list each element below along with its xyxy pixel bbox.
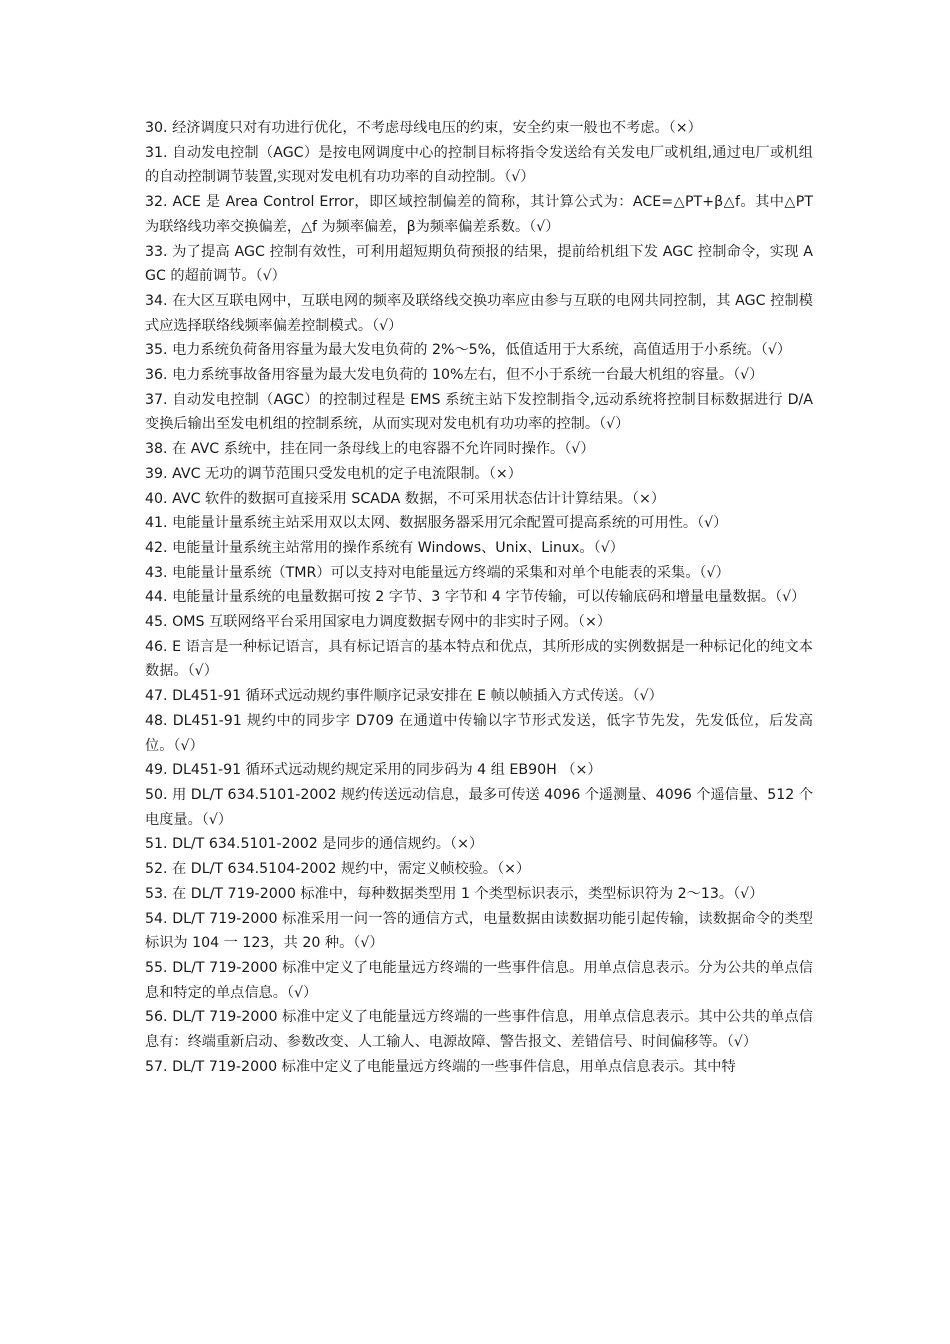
question-30: 30. 经济调度只对有功进行优化，不考虑母线电压的约束，安全约束一般也不考虑。（×） (145, 120, 702, 136)
question-32: 32. ACE 是 Area Control Error，即区域控制偏差的简称，其计算公式为：ACE=△PT+β△f。其中△PT 为联络线功率交换偏差，△f 为频率偏差，β为频率偏差系数。（√） (145, 194, 813, 235)
question-47: 47. DL451-91 循环式远动规约事件顺序记录安排在 E 帧以帧插入方式传送。（√） (145, 688, 663, 705)
question-48: 48. DL451-91 规约中的同步字 D709 在通道中传输以字节形式发送，低字节先发，先发低位，后发高位。（√） (145, 712, 813, 754)
question-36: 36. 电力系统事故备用容量为最大发电负荷的 10%左右，但不小于系统一台最大机组的容量。（√） (145, 367, 764, 384)
question-39: 39. AVC 无功的调节范围只受发电机的定子电流限制。（×） (145, 465, 522, 482)
question-list (145, 116, 813, 1079)
question-57: 57. DL/T 719-2000 标准中定义了电能量远方终端的一些事件信息，用单点信息表示。其中特 (145, 1058, 736, 1075)
question-34: 34. 在大区互联电网中，互联电网的频率及联络线交换功率应由参与互联的电网共同控制，其 AGC 控制模式应选择联络线频率偏差控制模式。（√） (145, 292, 813, 334)
question-44: 44. 电能量计量系统的电量数据可按 2 字节、3 字节和 4 字节传输，可以传输底码和增量电量数据。（√） (145, 589, 806, 606)
question-41: 41. 电能量计量系统主站采用双以太网、数据服务器采用冗余配置可提高系统的可用性。（√） (145, 515, 728, 532)
question-38: 38. 在 AVC 系统中，挂在同一条母线上的电容器不允许同时操作。（√） (145, 441, 595, 458)
question-50: 50. 用 DL/T 634.5101-2002 规约传送远动信息，最多可传送 4096 个遥测量、4096 个遥信量、512 个电度量。（√） (145, 786, 814, 828)
question-46: 46. E 语言是一种标记语言，具有标记语言的基本特点和优点，其所形成的实例数据是一种标记化的纯文本数据。（√） (145, 638, 813, 680)
question-51: 51. DL/T 634.5101-2002 是同步的通信规约。（×） (145, 836, 484, 853)
question-31: 31. 自动发电控制（AGC）是按电网调度中心的控制目标将指令发送给有关发电厂或机组,通过电厂或机组的自动控制调节装置,实现对发电机有功功率的自动控制。（√） (145, 144, 813, 186)
question-55: 55. DL/T 719-2000 标准中定义了电能量远方终端的一些事件信息。用单点信息表示。分为公共的单点信息和特定的单点信息。（√） (145, 959, 813, 1001)
question-49: 49. DL451-91 循环式远动规约规定采用的同步码为 4 组 EB90H （×） (145, 762, 602, 779)
question-37: 37. 自动发电控制（AGC）的控制过程是 EMS 系统主站下发控制指令,远动系统将控制目标数据进行 D/A 变换后输出至发电机组的控制系统，从而实现对发电机有功功率的控制。（√） (145, 391, 813, 433)
question-45: 45. OMS 互联网络平台采用国家电力调度数据专网中的非实时子网。（×） (145, 614, 612, 631)
question-53: 53. 在 DL/T 719-2000 标准中，每种数据类型用 1 个类型标识表示，类型标识符为 2～13。（√） (145, 885, 764, 902)
question-54: 54. DL/T 719-2000 标准采用一问一答的通信方式，电量数据由读数据功能引起传输，读数据命令的类型标识为 104 一 123，共 20 种。（√） (145, 910, 813, 952)
question-56: 56. DL/T 719-2000 标准中定义了电能量远方终端的一些事件信息，用单点信息表示。其中公共的单点信息有：终端重新启动、参数改变、人工输人、电源故障、警告报文、差错信号、时间偏移等。（√） (145, 1009, 813, 1051)
question-35: 35. 电力系统负荷备用容量为最大发电负荷的 2%～5%，低值适用于大系统，高值适用于小系统。（√） (145, 342, 792, 359)
question-40: 40. AVC 软件的数据可直接采用 SCADA 数据，不可采用状态估计计算结果。（×） (145, 490, 666, 507)
question-52: 52. 在 DL/T 634.5104-2002 规约中，需定义帧校验。（×） (145, 861, 531, 878)
question-43: 43. 电能量计量系统（TMR）可以支持对电能量远方终端的采集和对单个电能表的采集。（√） (145, 564, 730, 581)
question-42: 42. 电能量计量系统主站常用的操作系统有 Windows、Unix、Linux。（√） (145, 539, 624, 556)
question-33: 33. 为了提高 AGC 控制有效性，可利用超短期负荷预报的结果，提前给机组下发 AGC 控制命令，实现 AGC 的超前调节。（√） (145, 243, 813, 285)
